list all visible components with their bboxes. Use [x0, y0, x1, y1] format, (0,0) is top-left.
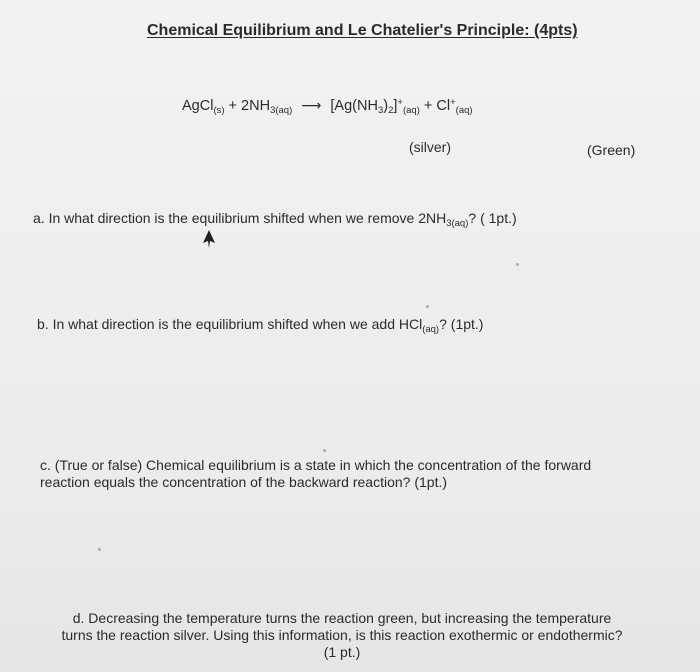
state-aqueous: (aq)	[455, 105, 473, 116]
reactant-agcl: AgCl	[182, 98, 214, 114]
page-title: Chemical Equilibrium and Le Chatelier's Principle: (4pts)	[147, 22, 578, 39]
state-solid: (s)	[213, 105, 225, 116]
question-a-subscript: 3(aq)	[446, 218, 469, 229]
charge-plus: +	[397, 97, 403, 108]
product-complex-open: [Ag(NH	[330, 98, 378, 114]
charge-plus: +	[450, 97, 456, 108]
paper-speck	[426, 305, 429, 308]
question-b	[37, 316, 483, 338]
paper-speck	[516, 263, 519, 266]
question-c: c. (True or false) Chemical equilibrium is a state in which the concentration of the forward reaction equals the concentration of the backward reaction? (1pt.)	[40, 457, 592, 490]
paper-speck	[323, 449, 326, 452]
reaction-equation	[182, 97, 473, 116]
question-b-text: b. In what direction is the equilibrium shifted when we add HCl	[37, 316, 423, 332]
mouse-cursor-icon	[202, 229, 216, 249]
subscript-2: 2	[388, 105, 394, 116]
state-aqueous: (aq)	[402, 105, 420, 116]
product-complex-paren: )	[383, 98, 389, 114]
paper-speck	[98, 548, 101, 551]
subscript-3: 3	[377, 105, 384, 116]
question-d: d. Decreasing the temperature turns the reaction green, but increasing the temperature turns the reaction silver. Using this information, is this reaction exothermic or endothermic? (1 pt.)	[61, 610, 623, 660]
question-b-points: ? (1pt.)	[439, 316, 484, 332]
question-a-text: a. In what direction is the equilibrium shifted when we remove 2NH	[33, 210, 447, 226]
silver-label: (silver)	[409, 139, 451, 155]
product-complex-bracket: ]	[393, 98, 398, 114]
green-label: (Green)	[587, 142, 636, 158]
reactant-nh3: + 2NH	[228, 98, 271, 114]
question-a	[33, 210, 517, 232]
state-aqueous: 3(aq)	[270, 105, 293, 116]
question-b-subscript: (aq)	[422, 324, 440, 335]
reaction-arrow-icon: ⟶	[301, 97, 322, 113]
question-a-points: ? ( 1pt.)	[468, 210, 517, 226]
product-chloride: + Cl	[423, 98, 451, 114]
